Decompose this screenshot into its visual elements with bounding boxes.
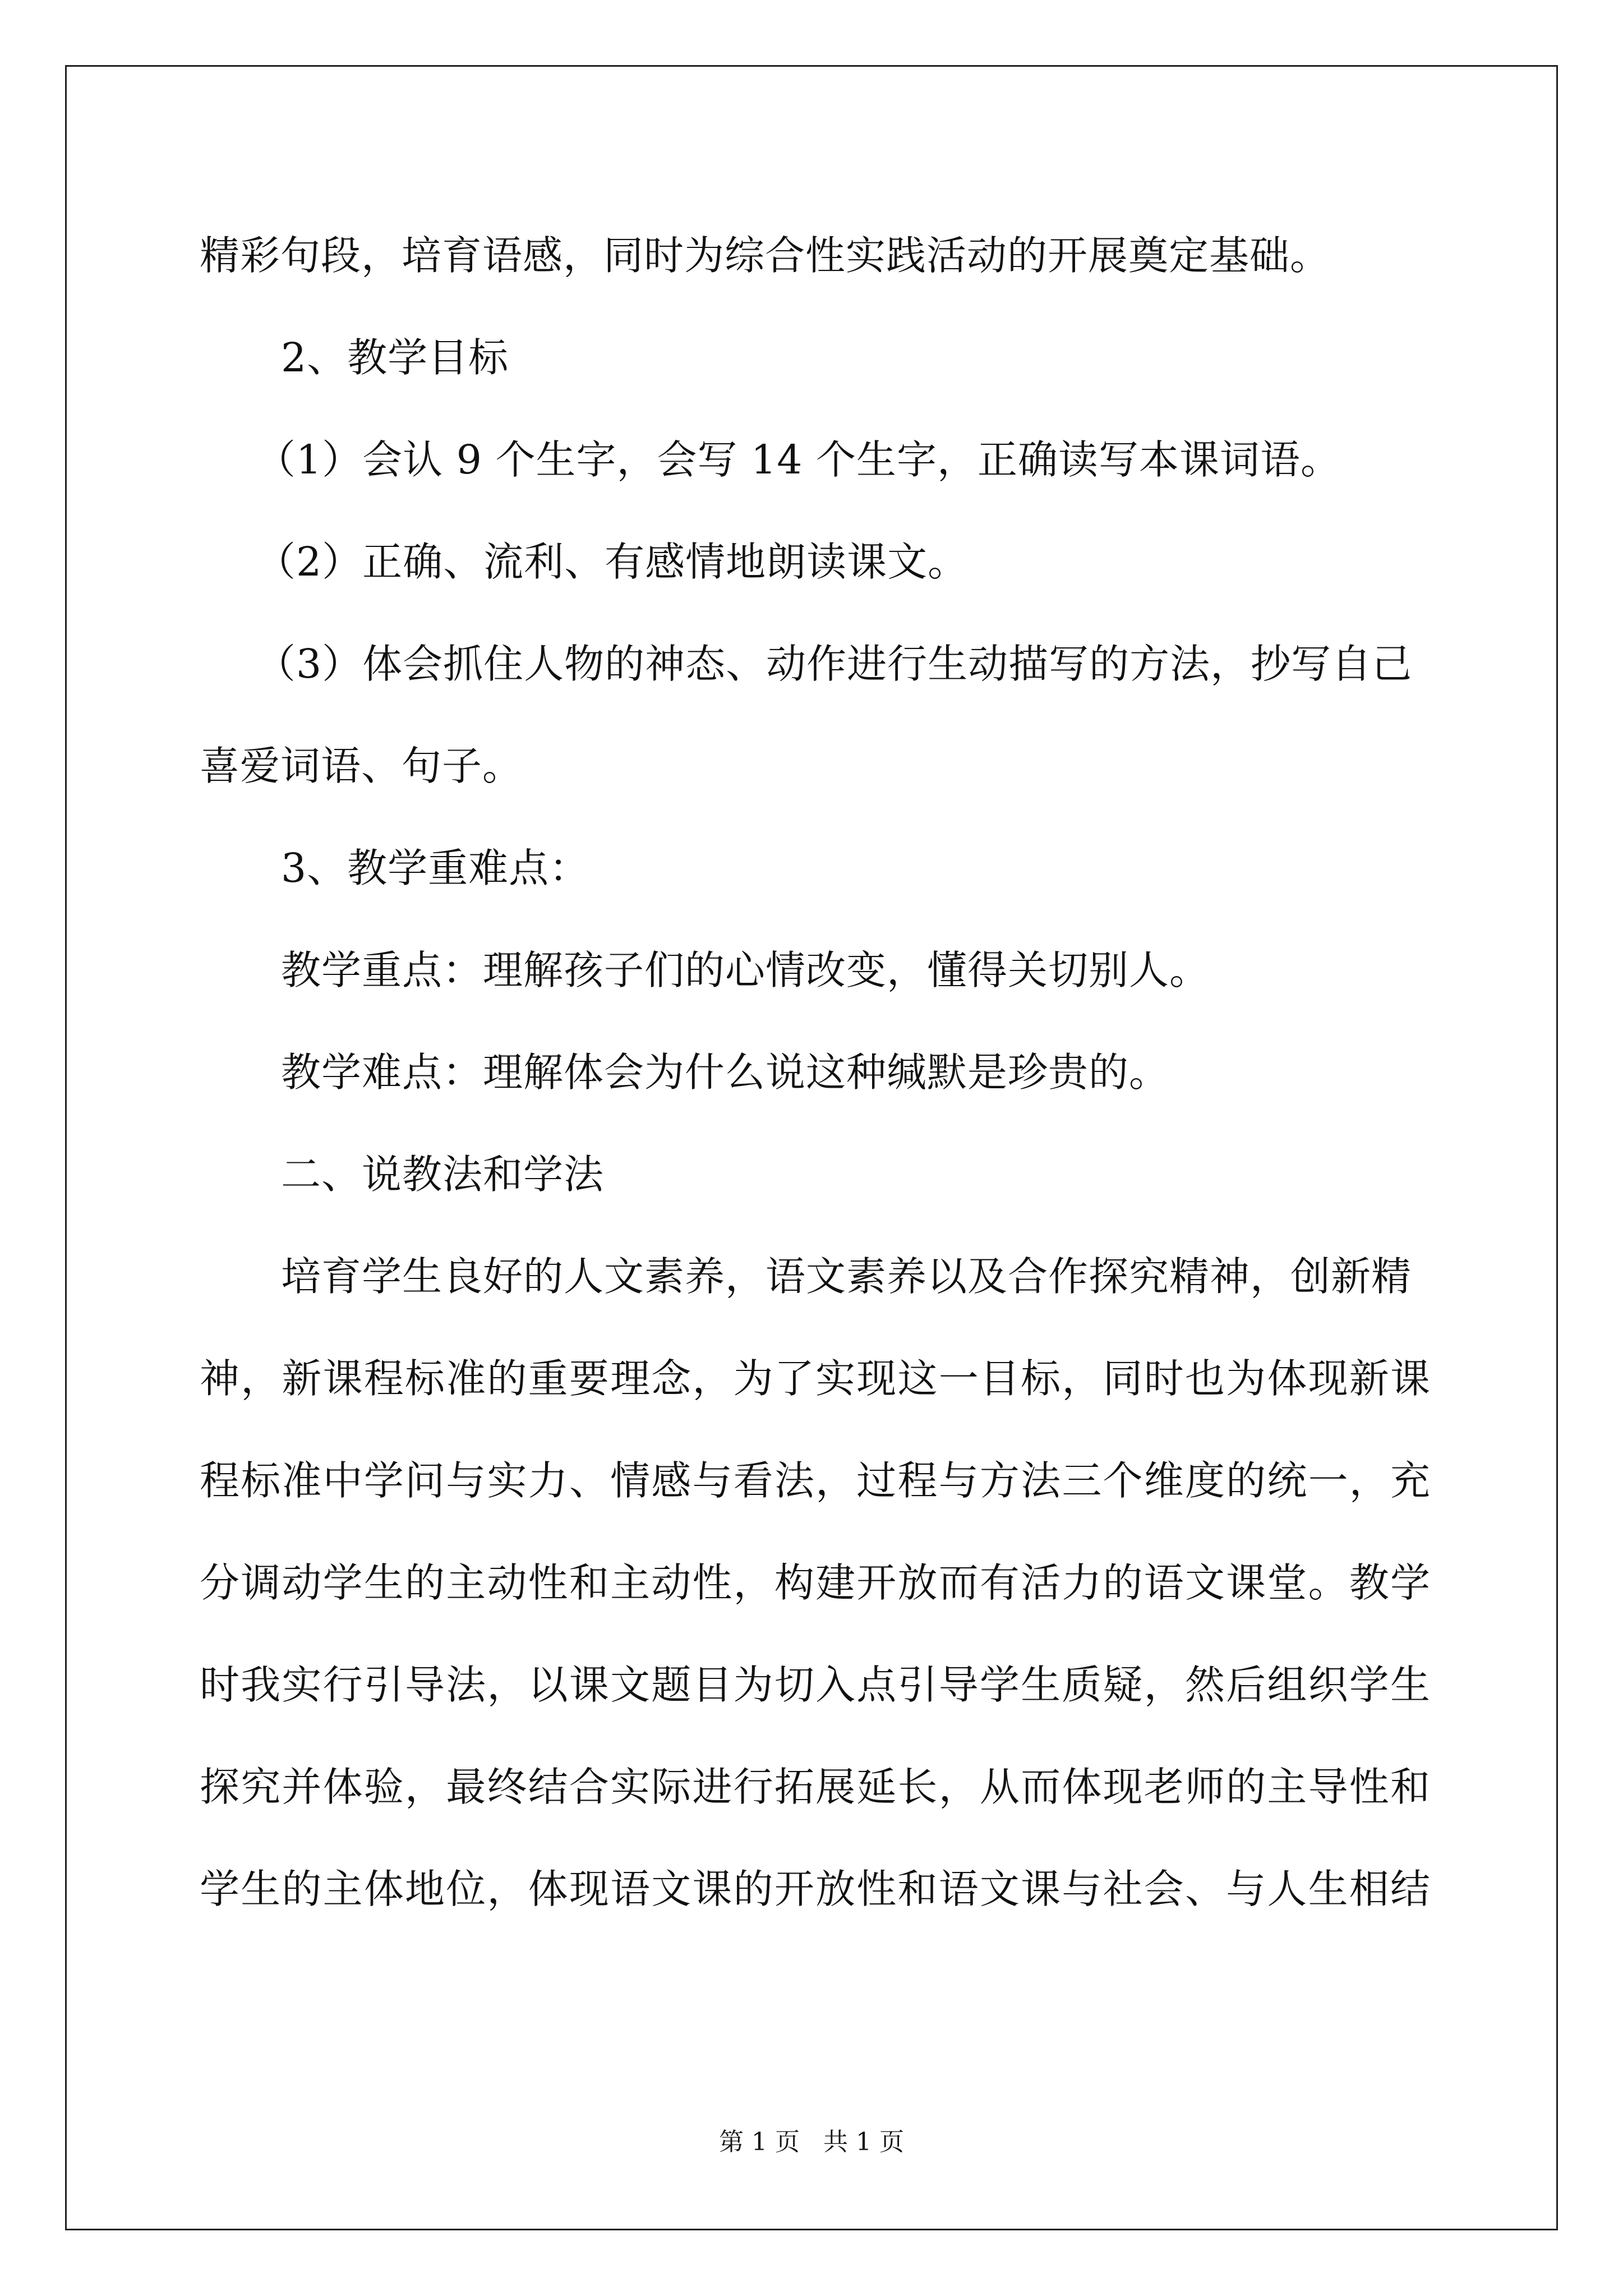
- text-line: 喜爱词语、句子。: [200, 743, 523, 789]
- page-number: 第 1 页: [719, 2128, 800, 2156]
- page-footer: [0, 2130, 1623, 2155]
- list-item: （2）正确、流利、有感情地朗读课文。: [256, 539, 969, 585]
- paragraph-line: 分调动学生的主动性和主动性，构建开放而有活力的语文课堂。教学: [200, 1559, 1431, 1606]
- text-line: 精彩句段，培育语感，同时为综合性实践活动的开展奠定基础。: [200, 232, 1331, 279]
- section-heading: 2、教学目标: [281, 334, 509, 381]
- list-item: （3）体会抓住人物的神态、动作进行生动描写的方法，抄写自己: [256, 641, 1413, 687]
- section-heading: 3、教学重难点：: [281, 845, 590, 891]
- paragraph-line: 神，新课程标准的重要理念，为了实现这一目标，同时也为体现新课: [200, 1355, 1431, 1402]
- paragraph-line: 探究并体验，最终结合实际进行拓展延长，从而体现老师的主导性和: [200, 1764, 1431, 1810]
- text-line: 教学难点：理解体会为什么说这种缄默是珍贵的。: [281, 1049, 1170, 1096]
- paragraph-line: 程标准中学问与实力、情感与看法，过程与方法三个维度的统一，充: [200, 1457, 1431, 1504]
- paragraph-line: 时我实行引导法，以课文题目为切入点引导学生质疑，然后组织学生: [200, 1662, 1431, 1708]
- list-item: （1）会认 9 个生字，会写 14 个生字，正确读写本课词语。: [256, 436, 1341, 483]
- paragraph-line: 学生的主体地位，体现语文课的开放性和语文课与社会、与人生相结: [200, 1866, 1431, 1912]
- text-line: 教学重点：理解孩子们的心情改变，懂得关切别人。: [281, 947, 1210, 993]
- section-heading: 二、说教法和学法: [281, 1151, 605, 1198]
- paragraph-line: 培育学生良好的人文素养，语文素养以及合作探究精神，创新精: [281, 1253, 1412, 1300]
- page-total: 共 1 页: [823, 2128, 904, 2156]
